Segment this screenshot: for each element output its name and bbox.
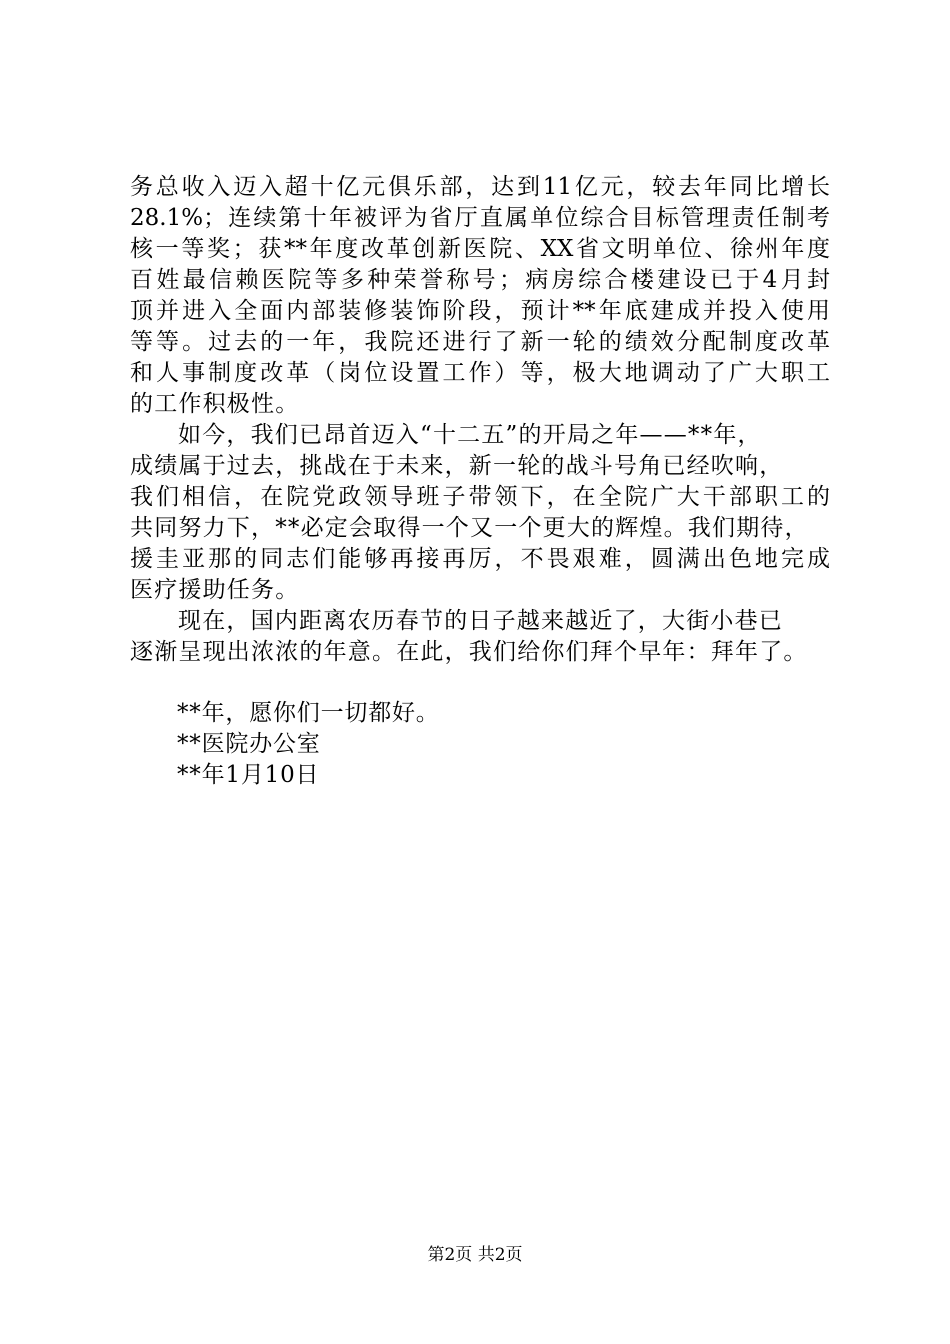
text-line: 共同努力下，**必定会取得一个又一个更大的辉煌。我们期待， bbox=[130, 515, 809, 541]
text-line: 医疗援助任务。 bbox=[130, 577, 300, 603]
text-line: 成绩属于过去，挑战在于未来，新一轮的战斗号角已经吹响， bbox=[130, 453, 784, 479]
paragraph-greeting bbox=[130, 606, 830, 668]
text-line: 28.1%；连续第十年被评为省厅直属单位综合目标管理责任制考 bbox=[130, 205, 830, 231]
text-line: 等等。过去的一年，我院还进行了新一轮的绩效分配制度改革 bbox=[130, 329, 830, 355]
paragraph-achievements bbox=[130, 172, 830, 420]
closing-wish: **年，愿你们一切都好。 bbox=[177, 700, 440, 726]
text-line: 百姓最信赖医院等多种荣誉称号；病房综合楼建设已于4月封 bbox=[130, 267, 830, 293]
paragraph-outlook bbox=[130, 420, 830, 606]
text-line: 逐渐呈现出浓浓的年意。在此，我们给你们拜个早年：拜年了。 bbox=[130, 639, 808, 665]
text-line: 务总收入迈入超十亿元俱乐部，达到11亿元，较去年同比增长 bbox=[130, 174, 830, 200]
letter-date: **年1月10日 bbox=[177, 762, 320, 788]
sender-name: **医院办公室 bbox=[177, 731, 321, 757]
text-line: 现在，国内距离农历春节的日子越来越近了，大街小巷已 bbox=[178, 608, 783, 634]
text-line: 如今，我们已昂首迈入“十二五”的开局之年——**年， bbox=[178, 422, 762, 448]
text-line: 的工作积极性。 bbox=[130, 391, 300, 417]
letter-closing bbox=[177, 698, 440, 791]
text-line: 和人事制度改革（岗位设置工作）等，极大地调动了广大职工 bbox=[130, 360, 830, 386]
text-line: 援圭亚那的同志们能够再接再厉，不畏艰难，圆满出色地完成 bbox=[130, 546, 830, 572]
text-line: 我们相信，在院党政领导班子带领下，在全院广大干部职工的 bbox=[130, 484, 830, 510]
text-line: 顶并进入全面内部装修装饰阶段，预计**年底建成并投入使用 bbox=[130, 298, 830, 324]
text-line: 核一等奖；获**年度改革创新医院、XX省文明单位、徐州年度 bbox=[130, 236, 830, 262]
letter-body bbox=[130, 172, 830, 668]
page-number-footer: 第2页 共2页 bbox=[427, 1245, 523, 1265]
